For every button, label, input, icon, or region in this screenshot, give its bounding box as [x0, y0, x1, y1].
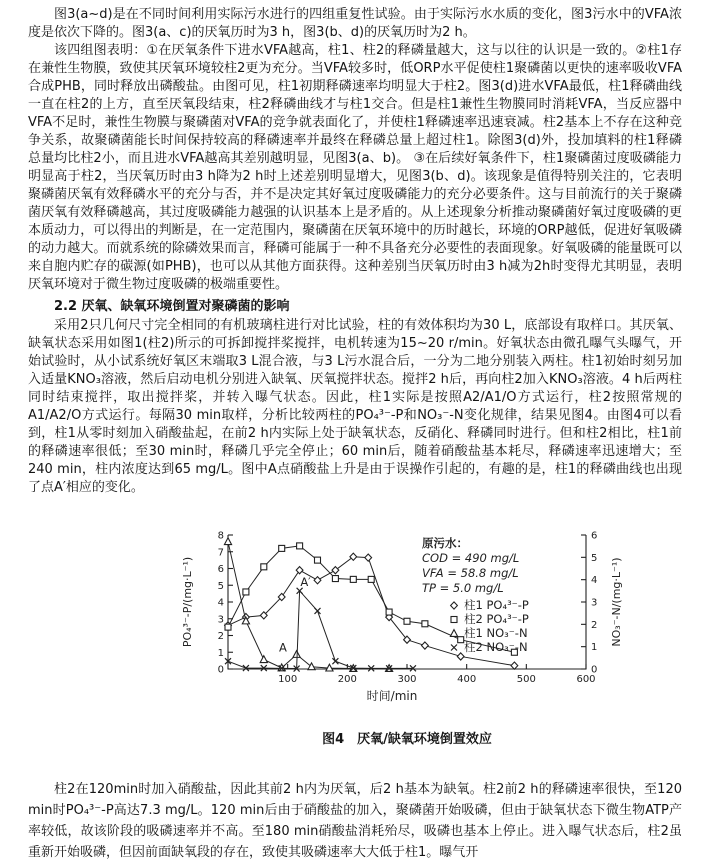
svg-text:4: 4 — [217, 597, 224, 609]
figure4-block — [176, 521, 638, 749]
svg-text:3: 3 — [591, 597, 598, 609]
svg-text:柱2 NO₃⁻-N: 柱2 NO₃⁻-N — [464, 640, 528, 654]
svg-text:6: 6 — [591, 530, 598, 542]
svg-text:200: 200 — [337, 674, 357, 685]
svg-text:柱2 PO₄³⁻-P: 柱2 PO₄³⁻-P — [464, 612, 529, 626]
svg-text:6: 6 — [217, 564, 224, 575]
svg-text:时间/min: 时间/min — [366, 689, 418, 703]
svg-text:5: 5 — [217, 580, 224, 592]
svg-text:8: 8 — [217, 530, 224, 542]
section-heading-2-2: 2.2 厌氧、缺氧环境倒置对聚磷菌的影响 — [54, 299, 290, 314]
svg-text:500: 500 — [516, 674, 536, 685]
svg-text:3: 3 — [217, 614, 224, 626]
chart-annotations — [279, 575, 311, 654]
svg-text:1: 1 — [591, 642, 598, 654]
svg-text:0: 0 — [217, 664, 224, 676]
svg-text:柱1 NO₃⁻-N: 柱1 NO₃⁻-N — [464, 626, 528, 640]
chart-tick-labels — [218, 531, 598, 686]
svg-text:7: 7 — [217, 547, 224, 559]
chart-legend — [450, 598, 528, 654]
svg-text:100: 100 — [278, 674, 298, 685]
svg-text:COD = 490 mg/L: COD = 490 mg/L — [422, 551, 520, 565]
paragraph-method-and-figure4: 采用2只几何尺寸完全相同的有机玻璃柱进行对比试验，柱的有效体积均为30 L，底部设有取样口。其厌氧、缺氧状态采用如图1(柱2)所示的可拆卸搅拌桨搅拌，电机转速为15~20 r/min。好氧状态由微孔曝气头曝气，开始试验时，从小试系统好氧区末端取3 L混合液，与3 L污水混合后，一分为二地分别装入两柱。柱1初始时刻另加入适量KNO₃溶液，然后启动电机分别进入缺氧、厌氧搅拌状态。搅拌2 h后，再向柱2加入KNO₃溶液。4 h后两柱同时结束搅拌，取出搅拌桨，并转入曝气状态。因此，柱1实际是按照A2/A1/O方式运行，柱2按照常规的A1/A2/O方式运行。每隔30 min取样，分析比较两柱的PO₄³⁻-P和NO₃⁻-N变化规律，结果见图4。由图4可以看到，柱1从零时刻加入硝酸盐起，在前2 h内实际上处于缺氧状态，反硝化、释磷同时进行。但和柱2相比，柱1前的释磷速率很低；至30 min时，释磷几乎完全停止；60 min后，随着硝酸盐基本耗尽，释磷速率迅速增大；至240 min，柱内浓度达到65 mg/L。图中A点硝酸盐上升是由于误操作引起的，有趣的是，柱1的释磷曲线也出现了点A′相应的变化。 — [28, 318, 682, 495]
series-col2-no3-n — [225, 588, 416, 672]
svg-text:原污水：: 原污水： — [422, 536, 468, 550]
svg-text:400: 400 — [457, 674, 477, 685]
paragraph-experiment-intro: 图3(a~d)是在不同时间利用实际污水进行的四组重复性试验。由于实际污水水质的变化，图3污水中的VFA浓度是依次下降的。图3(a、c)的厌氧历时为3 h，图3(b、d)的厌氧历时为2 h。 — [28, 7, 682, 40]
paragraph-four-group-analysis: 该四组图表明：①在厌氧条件下进水VFA越高，柱1、柱2的释磷量越大，这与以往的认识是一致的。②柱1存在兼性生物膜，致使其厌氧环境较柱2更为充分。当VFA较多时，低ORP水平促使柱1聚磷菌以更快的速率吸收VFA合成PHB，同时释放出磷酸盐。由图可见，柱1初期释磷速率均明显大于柱2。图3(d)进水VFA最低，柱1释磷曲线一直在柱2的上方，直至厌氧段结束，柱2释磷曲线才与柱1交合。但是柱1兼性生物膜同时消耗VFA，当反应器中VFA不足时，兼性生物膜与聚磷菌对VFA的竞争就表面化了，并使柱1释磷速率迅速衰减。柱2基本上不存在这种竞争关系，故聚磷菌能长时间保持较高的释磷速率并最终在释磷总量上超过柱1。除图3(d)外，投加填料的柱1释磷总量均比柱2小，而且进水VFA越高其差别越明显，见图3(a、b)。 ③在后续好氧条件下，柱1聚磷菌过度吸磷能力明显高于柱2，当厌氧历时由3 h降为2 h时上述差别明显增大，见图3(b、d)。该现象是值得特别关注的，它表明聚磷菌厌氧有效释磷水平的充分与否，并不是决定其好氧过度吸磷能力的充分必要条件。这与目前流行的关于聚磷菌厌氧有效释磷越高，其过度吸磷能力越强的认识基本上是矛盾的。从上述现象分析推动聚磷菌好氧过度吸磷的更本质动力，可以得出的判断是，在一定范围内，聚磷菌在厌氧环境中的历时越长，环境的ORP越低，促进好氧吸磷的动力越大。而就系统的除磷效果而言，释磷可能属于一种不具备充分必要性的表面现象。好氧吸磷的能量既可以来自胞内贮存的碳源(如PHB)，也可以从其他方面获得。这种差别当厌氧历时由3 h减为2h时变得尤其明显，表明厌氧环境对于微生物过度吸磷的极端重要性。 — [28, 43, 682, 292]
svg-text:NO₃⁻-N/(mg·L⁻¹): NO₃⁻-N/(mg·L⁻¹) — [610, 557, 623, 647]
svg-text:300: 300 — [397, 674, 417, 685]
svg-text:PO₄³⁻-P/(mg·L⁻¹): PO₄³⁻-P/(mg·L⁻¹) — [181, 556, 194, 648]
svg-text:TP = 5.0 mg/L: TP = 5.0 mg/L — [422, 581, 504, 595]
figure4-caption: 图4 厌氧/缺氧环境倒置效应 — [322, 732, 492, 747]
svg-text:1: 1 — [217, 647, 224, 659]
svg-text:2: 2 — [591, 619, 598, 631]
inset-raw-sewage-info — [422, 536, 519, 595]
svg-text:2: 2 — [217, 631, 224, 642]
svg-text:柱1 PO₄³⁻-P: 柱1 PO₄³⁻-P — [464, 598, 529, 612]
svg-text:VFA = 58.8 mg/L: VFA = 58.8 mg/L — [422, 566, 519, 580]
svg-text:0: 0 — [591, 664, 598, 676]
svg-text:600: 600 — [576, 674, 596, 685]
svg-text:A: A — [278, 640, 287, 655]
svg-text:A′: A′ — [300, 575, 311, 590]
svg-text:5: 5 — [591, 552, 598, 564]
svg-text:4: 4 — [591, 575, 598, 587]
figure4-chart — [176, 521, 638, 717]
paragraph-column2-discussion: 柱2在120min时加入硝酸盐，因此其前2 h内为厌氧，后2 h基本为缺氧。柱2前2 h的释磷速率很快，至120 min时PO₄³⁻-P高达7.3 mg/L。120 min后由于硝酸盐的加入，聚磷菌开始吸磷，但由于缺氧状态下微生物ATP产率较低，故该阶段的吸磷速率并不高。至180 min硝酸盐消耗殆尽，吸磷也基本上停止。进入曝气状态后，柱2虽重新开始吸磷，但因前面缺氧段的存在，致使其吸磷速率大大低于柱1。曝气开 — [28, 782, 682, 860]
